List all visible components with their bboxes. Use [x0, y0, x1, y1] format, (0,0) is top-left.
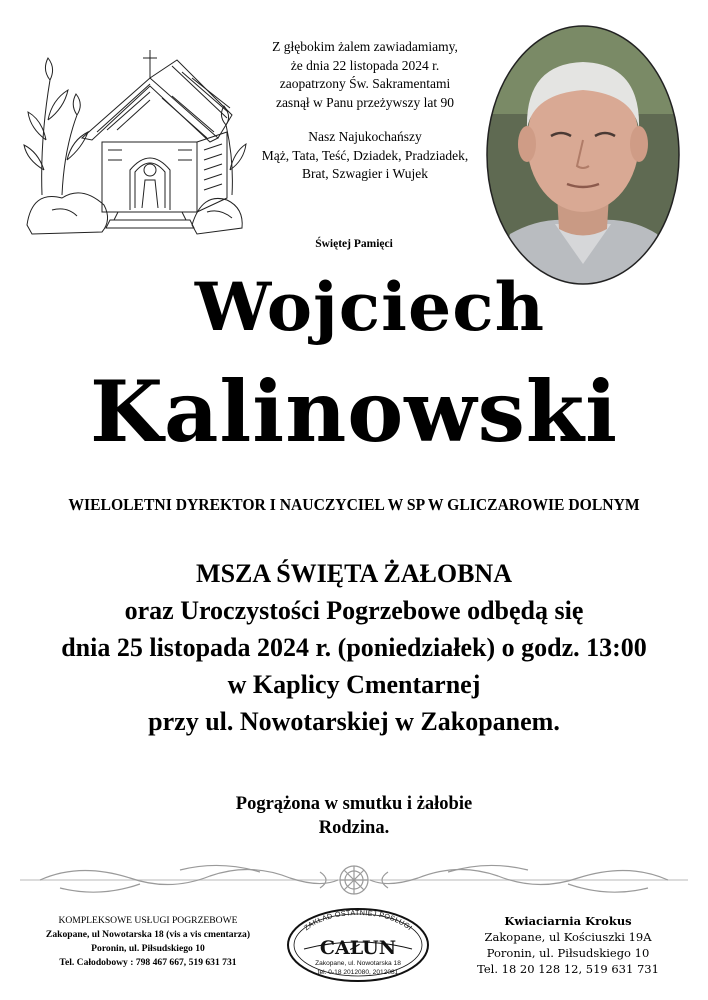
funeral-home-line: Tel. Całodobowy : 798 467 667, 519 631 731 [59, 957, 237, 968]
florist-line: Zakopane, ul Kościuszki 19A [484, 930, 652, 944]
last-name: Kalinowski [89, 362, 619, 461]
seal-address: Zakopane, ul. Nowotarska 18 [315, 960, 401, 967]
funeral-home-line: Poronin, ul. Piłsudskiego 10 [91, 943, 205, 954]
mourners-line: Rodzina. [318, 818, 390, 838]
chapel-illustration [22, 20, 247, 240]
florist-info [440, 913, 696, 977]
seal-phones: tel. 0-18 2012080, 2012081 [317, 969, 399, 976]
mass-line: MSZA ŚWIĘTA ŻAŁOBNA [196, 559, 512, 588]
intro-line: że dnia 22 listopada 2024 r. [290, 57, 440, 73]
funeral-home-info [12, 914, 284, 970]
florist-line: Poronin, ul. Piłsudskiego 10 [486, 946, 650, 960]
intro-line: Mąż, Tata, Teść, Dziadek, Pradziadek, [261, 147, 469, 163]
funeral-home-line: Zakopane, ul Nowotarska 18 (vis a vis cmentarza) [45, 929, 251, 940]
memory-label: Świętej Pamięci [315, 238, 393, 250]
intro-line: Brat, Szwagier i Wujek [302, 166, 428, 181]
mass-announcement [0, 555, 708, 740]
mass-line: oraz Uroczystości Pogrzebowe odbędą się [124, 596, 584, 625]
funeral-home-line: KOMPLEKSOWE USŁUGI POGRZEBOWE [58, 915, 238, 926]
ornament-divider [20, 858, 688, 902]
first-name: Wojciech [194, 268, 546, 346]
mass-line: w Kaplicy Cmentarnej [227, 670, 481, 699]
calun-seal-logo [284, 905, 432, 985]
intro-line: zaopatrzony Św. Sakramentami [279, 76, 451, 91]
mass-line: przy ul. Nowotarskiej w Zakopanem. [148, 707, 560, 736]
mourners-line: Pogrążona w smutku i żałobie [235, 794, 473, 814]
seal-name: CAŁUN [319, 937, 397, 959]
mourners-text [0, 792, 708, 840]
role-text: WIELOLETNI DYREKTOR I NAUCZYCIEL W SP W GLICZAROWIE DOLNYM [68, 495, 640, 514]
svg-text:ZAKŁAD OSTATNIEJ POSŁUGI [302, 908, 414, 932]
florist-line: Tel. 18 20 128 12, 519 631 731 [477, 962, 659, 976]
seal-top-text: ZAKŁAD OSTATNIEJ POSŁUGI [301, 907, 415, 933]
florist-name: Kwiaciarnia Krokus [504, 914, 632, 928]
intro-line: Nasz Najukochańszy [308, 129, 422, 144]
intro-text [245, 38, 485, 184]
intro-line: zasnął w Panu przeżywszy lat 90 [275, 94, 455, 110]
mass-line: dnia 25 listopada 2024 r. (poniedziałek) o godz. 13:00 [61, 633, 647, 662]
intro-line: Z głębokim żalem zawiadamiamy, [272, 39, 458, 54]
